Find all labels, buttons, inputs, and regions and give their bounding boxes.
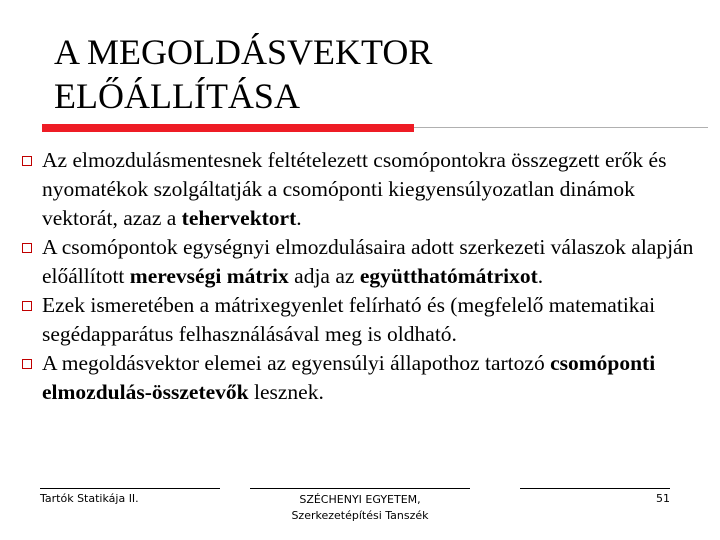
- square-bullet-icon: [22, 243, 32, 253]
- title-line-2: ELŐÁLLÍTÁSA: [54, 76, 300, 116]
- footer-left: [40, 492, 220, 505]
- square-bullet-icon: [22, 301, 32, 311]
- footer-center: [250, 492, 470, 524]
- bold-term: csomóponti elmozdulás-összetevők: [42, 351, 656, 404]
- page-number: 51: [656, 492, 670, 505]
- slide-title: [54, 30, 432, 118]
- title-line-1: A MEGOLDÁSVEKTOR: [54, 32, 433, 72]
- footer-right: [520, 492, 670, 505]
- square-bullet-icon: [22, 156, 32, 166]
- bullet-item: Ezek ismeretében a mátrixegyenlet felírható és (megfelelő matematikai segédapparátus felhasználásával meg is oldható.: [22, 291, 702, 349]
- red-accent-bar: [42, 124, 414, 132]
- course-name: Tartók Statikája II.: [40, 492, 139, 505]
- footer-rule: [520, 488, 670, 489]
- title-underline: [42, 124, 708, 132]
- bold-term: tehervektort: [181, 206, 297, 230]
- department-name: Szerkezetépítési Tanszék: [291, 509, 429, 522]
- bullet-item: A megoldásvektor elemei az egyensúlyi állapothoz tartozó csomóponti elmozdulás-összetevők lesznek.: [22, 349, 702, 407]
- university-name: SZÉCHENYI EGYETEM,: [299, 493, 421, 506]
- bullet-list: [22, 146, 702, 407]
- bold-term: merevségi mátrix: [129, 264, 289, 288]
- square-bullet-icon: [22, 359, 32, 369]
- footer-rule: [40, 488, 220, 489]
- bullet-item: Az elmozdulásmentesnek feltételezett csomópontokra összegzett erők és nyomatékok szolgáltatják a csomóponti kiegyensúlyozatlan dinámok vektorát, azaz a tehervektort.: [22, 146, 702, 233]
- bullet-item: A csomópontok egységnyi elmozdulásaira adott szerkezeti válaszok alapján előállított merevségi mátrix adja az együtthatómátrixot.: [22, 233, 702, 291]
- gray-divider-line: [414, 127, 708, 128]
- footer-rule: [250, 488, 470, 489]
- bold-term: együtthatómátrixot: [359, 264, 538, 288]
